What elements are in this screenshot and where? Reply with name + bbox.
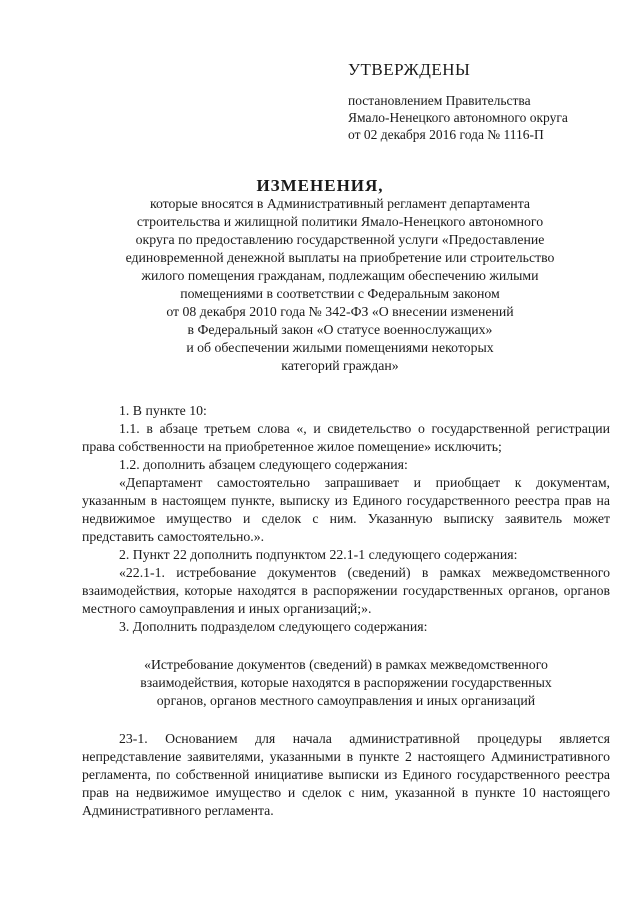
document-subtitle	[80, 195, 600, 375]
subtitle-line: единовременной денежной выплаты на приобретение или строительство	[125, 250, 555, 265]
paragraph-point-1-2: 1.2. дополнить абзацем следующего содержания:	[119, 457, 408, 472]
subtitle-line: жилого помещения гражданам, подлежащим обеспечению жилыми	[141, 268, 539, 283]
approval-decree	[348, 92, 568, 143]
paragraph-point-3: 3. Дополнить подразделом следующего содержания:	[119, 619, 428, 634]
subsection-line: «Истребование документов (сведений) в рамках межведомственного	[144, 657, 548, 672]
spacer	[82, 636, 610, 656]
subtitle-line: помещениями в соответствии с Федеральным законом	[180, 286, 500, 301]
subsection-line: органов, органов местного самоуправления и иных организаций	[156, 693, 536, 708]
paragraph-quote-2: «22.1-1. истребование документов (сведений) в рамках межведомственного взаимодействия, которые находятся в распоряжении государственных органов, органов местного самоуправления и иных организаций;».	[82, 565, 610, 616]
document-body	[82, 402, 610, 820]
paragraph-23-1: 23-1. Основанием для начала административной процедуры является непредставление заявителями, указанными в пункте 2 настоящего Административного регламента, по собственной инициативе выписки из Единого государственного реестра прав на недвижимое имущество и сделок с ним, указанной в пункте 10 настоящего Административного регламента.	[82, 731, 610, 818]
subtitle-line: строительства и жилищной политики Ямало-Ненецкого автономного	[136, 214, 544, 229]
subtitle-line: которые вносятся в Административный регламент департамента	[149, 196, 531, 211]
subsection-line: взаимодействия, которые находятся в распоряжении государственных	[140, 675, 552, 690]
subtitle-line: категорий граждан»	[281, 358, 399, 373]
subtitle-line: и об обеспечении жилыми помещениями некоторых	[186, 340, 494, 355]
approval-line-2: Ямало-Ненецкого автономного округа	[348, 110, 568, 125]
paragraph-point-2: 2. Пункт 22 дополнить подпунктом 22.1-1 следующего содержания:	[119, 547, 518, 562]
subtitle-line: от 08 декабря 2010 года № 342-ФЗ «О внесении изменений	[166, 304, 514, 319]
subtitle-line: в Федеральный закон «О статусе военнослужащих»	[187, 322, 493, 337]
paragraph-point-1-1: 1.1. в абзаце третьем слова «, и свидетельство о государственной регистрации права собственности на приобретенное жилое помещение» исключить;	[82, 421, 610, 454]
document-heading: ИЗМЕНЕНИЯ,	[256, 176, 384, 195]
paragraph-point-1: 1. В пункте 10:	[119, 403, 207, 418]
approval-title: УТВЕРЖДЕНЫ	[348, 60, 471, 79]
spacer	[82, 710, 610, 730]
approval-line-1: постановлением Правительства	[348, 93, 531, 108]
subsection-title	[90, 656, 602, 710]
subtitle-line: округа по предоставлению государственной услуги «Предоставление	[135, 232, 545, 247]
paragraph-quote-1: «Департамент самостоятельно запрашивает и приобщает к документам, указанным в настоящем пункте, выписку из Единого государственного реестра прав на недвижимое имущество и сделок с ним. Указанную выписку заявитель может представить самостоятельно.».	[82, 475, 610, 544]
approval-line-3: от 02 декабря 2016 года № 1116-П	[348, 127, 544, 142]
